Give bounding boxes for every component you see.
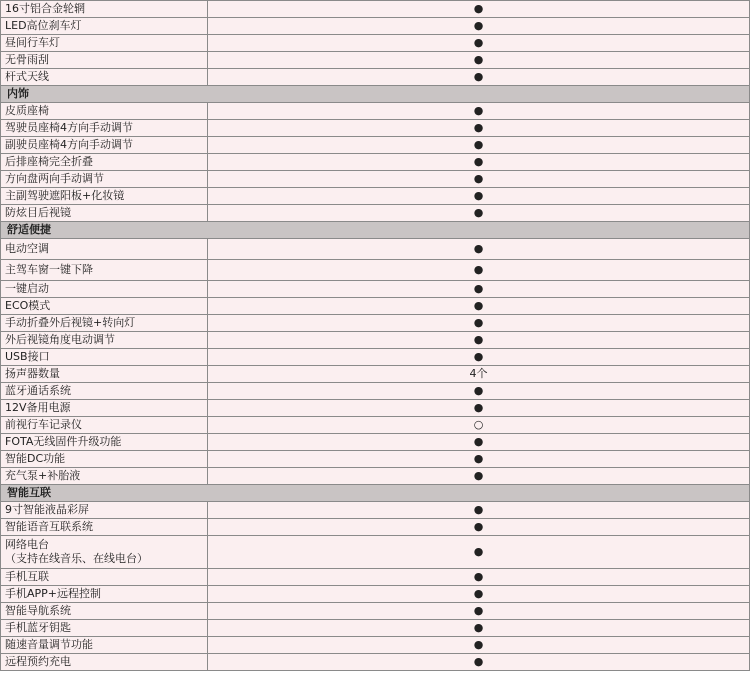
standard-dot: ● xyxy=(208,383,750,400)
table-row xyxy=(1,637,750,654)
table-row xyxy=(1,586,750,603)
feature-name: 主驾车窗一键下降 xyxy=(1,260,208,281)
standard-dot: ● xyxy=(208,586,750,603)
feature-name: 随速音量调节功能 xyxy=(1,637,208,654)
feature-name: ECO模式 xyxy=(1,298,208,315)
standard-dot: ● xyxy=(208,205,750,222)
feature-value: 4个 xyxy=(208,366,750,383)
standard-dot: ● xyxy=(208,18,750,35)
table-row xyxy=(1,137,750,154)
feature-name: FOTA无线固件升级功能 xyxy=(1,434,208,451)
feature-name: 手动折叠外后视镜+转向灯 xyxy=(1,315,208,332)
feature-name: 9寸智能液晶彩屏 xyxy=(1,502,208,519)
standard-dot: ● xyxy=(208,315,750,332)
standard-dot: ● xyxy=(208,298,750,315)
standard-dot: ● xyxy=(208,1,750,18)
feature-name: 智能导航系统 xyxy=(1,603,208,620)
table-row xyxy=(1,417,750,434)
table-row xyxy=(1,366,750,383)
section-header-row xyxy=(1,222,750,239)
feature-name: 副驶员座椅4方向手动调节 xyxy=(1,137,208,154)
section-header-row xyxy=(1,485,750,502)
table-row xyxy=(1,239,750,260)
standard-dot: ● xyxy=(208,654,750,671)
section-title: 内饰 xyxy=(1,86,750,103)
feature-name: 手机互联 xyxy=(1,569,208,586)
feature-name: 后排座椅完全折叠 xyxy=(1,154,208,171)
standard-dot: ● xyxy=(208,35,750,52)
feature-name: 充气泵+补胎液 xyxy=(1,468,208,485)
feature-name: 前视行车记录仪 xyxy=(1,417,208,434)
table-row xyxy=(1,451,750,468)
feature-name: 一键启动 xyxy=(1,281,208,298)
table-row xyxy=(1,400,750,417)
standard-dot: ● xyxy=(208,281,750,298)
table-row xyxy=(1,434,750,451)
feature-name: 驾驶员座椅4方向手动调节 xyxy=(1,120,208,137)
table-row xyxy=(1,383,750,400)
standard-dot: ● xyxy=(208,120,750,137)
feature-name: 电动空调 xyxy=(1,239,208,260)
feature-name: 扬声器数量 xyxy=(1,366,208,383)
table-row xyxy=(1,519,750,536)
standard-dot: ● xyxy=(208,239,750,260)
standard-dot: ● xyxy=(208,103,750,120)
feature-name: 主副驾驶遮阳板+化妆镜 xyxy=(1,188,208,205)
feature-name: 方向盘两向手动调节 xyxy=(1,171,208,188)
standard-dot: ● xyxy=(208,349,750,366)
table-row xyxy=(1,536,750,569)
spec-table-body xyxy=(1,1,750,671)
optional-circle: ○ xyxy=(208,417,750,434)
table-row xyxy=(1,103,750,120)
feature-name: 远程预约充电 xyxy=(1,654,208,671)
feature-name: 杆式天线 xyxy=(1,69,208,86)
table-row xyxy=(1,1,750,18)
feature-name: 防炫目后视镜 xyxy=(1,205,208,222)
feature-name: LED高位刹车灯 xyxy=(1,18,208,35)
table-row xyxy=(1,603,750,620)
standard-dot: ● xyxy=(208,637,750,654)
table-row xyxy=(1,18,750,35)
standard-dot: ● xyxy=(208,171,750,188)
standard-dot: ● xyxy=(208,154,750,171)
table-row xyxy=(1,171,750,188)
feature-name: 12V备用电源 xyxy=(1,400,208,417)
table-row xyxy=(1,205,750,222)
section-title: 智能互联 xyxy=(1,485,750,502)
feature-name: USB接口 xyxy=(1,349,208,366)
feature-name: 手机蓝牙钥匙 xyxy=(1,620,208,637)
feature-name: 网络电台 （支持在线音乐、在线电台） xyxy=(1,536,208,569)
feature-name: 皮质座椅 xyxy=(1,103,208,120)
feature-name: 蓝牙通话系统 xyxy=(1,383,208,400)
table-row xyxy=(1,654,750,671)
standard-dot: ● xyxy=(208,400,750,417)
table-row xyxy=(1,332,750,349)
standard-dot: ● xyxy=(208,434,750,451)
standard-dot: ● xyxy=(208,519,750,536)
table-row xyxy=(1,502,750,519)
feature-name: 智能DC功能 xyxy=(1,451,208,468)
standard-dot: ● xyxy=(208,188,750,205)
section-header-row xyxy=(1,86,750,103)
table-row xyxy=(1,260,750,281)
table-row xyxy=(1,298,750,315)
standard-dot: ● xyxy=(208,52,750,69)
table-row xyxy=(1,315,750,332)
feature-name: 无骨雨刮 xyxy=(1,52,208,69)
section-title: 舒适便捷 xyxy=(1,222,750,239)
table-row xyxy=(1,52,750,69)
feature-name: 手机APP+远程控制 xyxy=(1,586,208,603)
standard-dot: ● xyxy=(208,502,750,519)
standard-dot: ● xyxy=(208,468,750,485)
table-row xyxy=(1,35,750,52)
feature-name: 昼间行车灯 xyxy=(1,35,208,52)
feature-name: 外后视镜角度电动调节 xyxy=(1,332,208,349)
standard-dot: ● xyxy=(208,603,750,620)
table-row xyxy=(1,69,750,86)
standard-dot: ● xyxy=(208,260,750,281)
feature-name: 16寸铝合金轮辋 xyxy=(1,1,208,18)
table-row xyxy=(1,120,750,137)
standard-dot: ● xyxy=(208,620,750,637)
feature-name: 智能语音互联系统 xyxy=(1,519,208,536)
standard-dot: ● xyxy=(208,332,750,349)
standard-dot: ● xyxy=(208,536,750,569)
standard-dot: ● xyxy=(208,451,750,468)
table-row xyxy=(1,281,750,298)
table-row xyxy=(1,468,750,485)
table-row xyxy=(1,349,750,366)
table-row xyxy=(1,569,750,586)
table-row xyxy=(1,188,750,205)
table-row xyxy=(1,154,750,171)
standard-dot: ● xyxy=(208,137,750,154)
standard-dot: ● xyxy=(208,69,750,86)
standard-dot: ● xyxy=(208,569,750,586)
table-row xyxy=(1,620,750,637)
